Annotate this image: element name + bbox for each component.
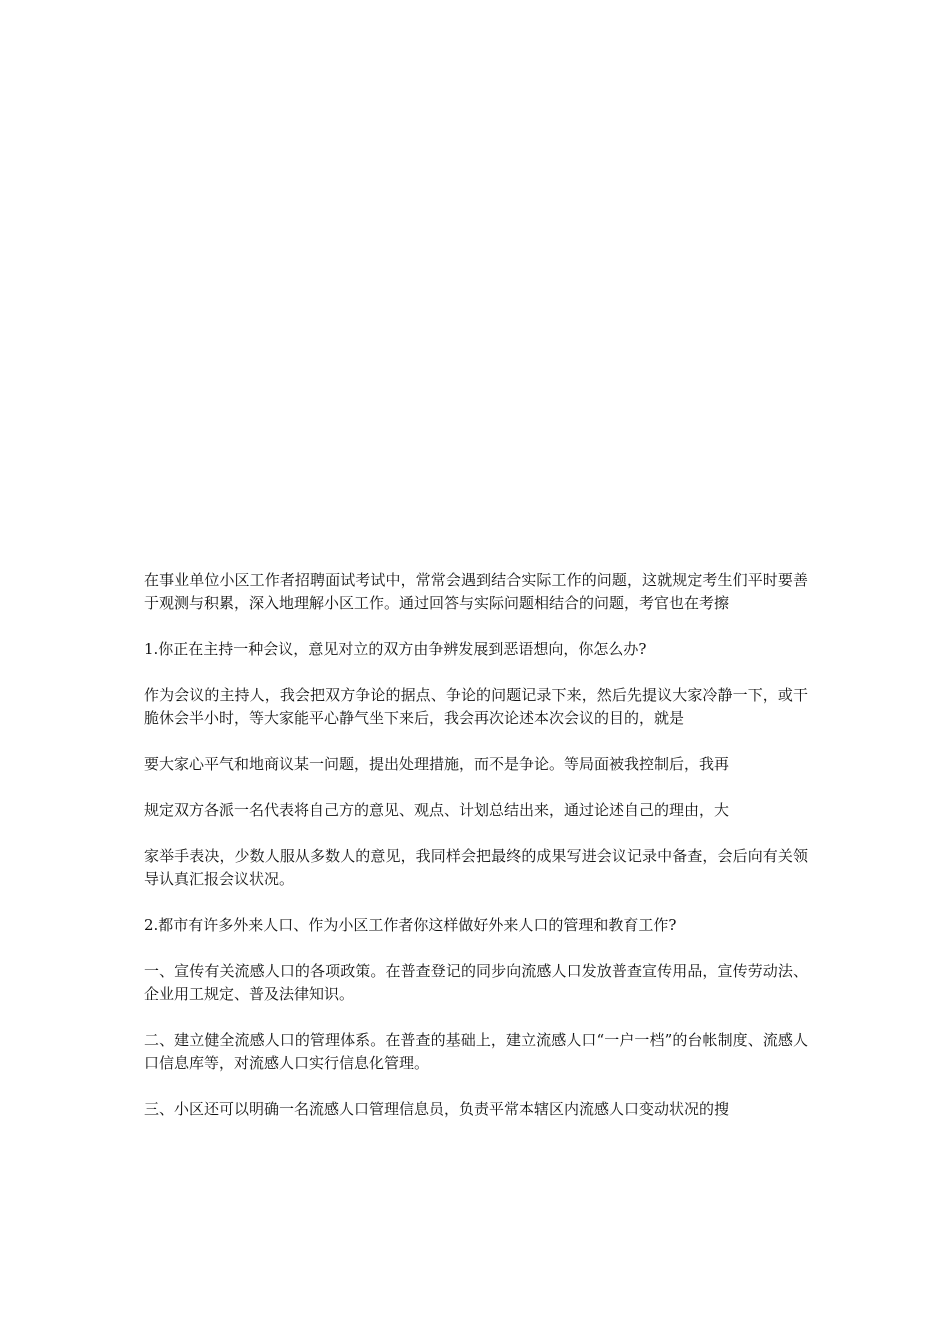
answer-1-paragraph-4: 家举手表决，少数人服从多数人的意见，我同样会把最终的成果写进会议记录中备查，会后向有关领导认真汇报会议状况。 xyxy=(144,847,808,888)
intro-paragraph: 在事业单位小区工作者招聘面试考试中，常常会遇到结合实际工作的问题，这就规定考生们平时要善于观测与积累，深入地理解小区工作。通过回答与实际问题相结合的问题，考官也在考擦 xyxy=(144,571,808,612)
answer-1-paragraph-2: 要大家心平气和地商议某一问题，提出处理措施，而不是争论。等局面被我控制后，我再 xyxy=(144,755,730,773)
question-2: 2.都市有许多外来人口、作为小区工作者你这样做好外来人口的管理和教育工作? xyxy=(144,916,677,934)
document-body xyxy=(144,569,808,1144)
answer-2-point-3: 三、小区还可以明确一名流感人口管理信息员，负责平常本辖区内流感人口变动状况的搜 xyxy=(144,1100,730,1118)
answer-2-point-1: 一、宣传有关流感人口的各项政策。在普查登记的同步向流感人口发放普查宣传用品，宣传劳动法、企业用工规定、普及法律知识。 xyxy=(144,962,808,1003)
answer-1-paragraph-1: 作为会议的主持人，我会把双方争论的据点、争论的问题记录下来，然后先提议大家冷静一下，或干脆休会半小时，等大家能平心静气坐下来后，我会再次论述本次会议的目的，就是 xyxy=(144,686,808,727)
answer-1-paragraph-3: 规定双方各派一名代表将自己方的意见、观点、计划总结出来，通过论述自己的理由，大 xyxy=(144,801,730,819)
question-1: 1.你正在主持一种会议，意见对立的双方由争辨发展到恶语想向，你怎么办? xyxy=(144,640,647,658)
answer-2-point-2: 二、建立健全流感人口的管理体系。在普查的基础上，建立流感人口“一户一档”的台帐制度、流感人口信息库等，对流感人口实行信息化管理。 xyxy=(144,1031,808,1072)
